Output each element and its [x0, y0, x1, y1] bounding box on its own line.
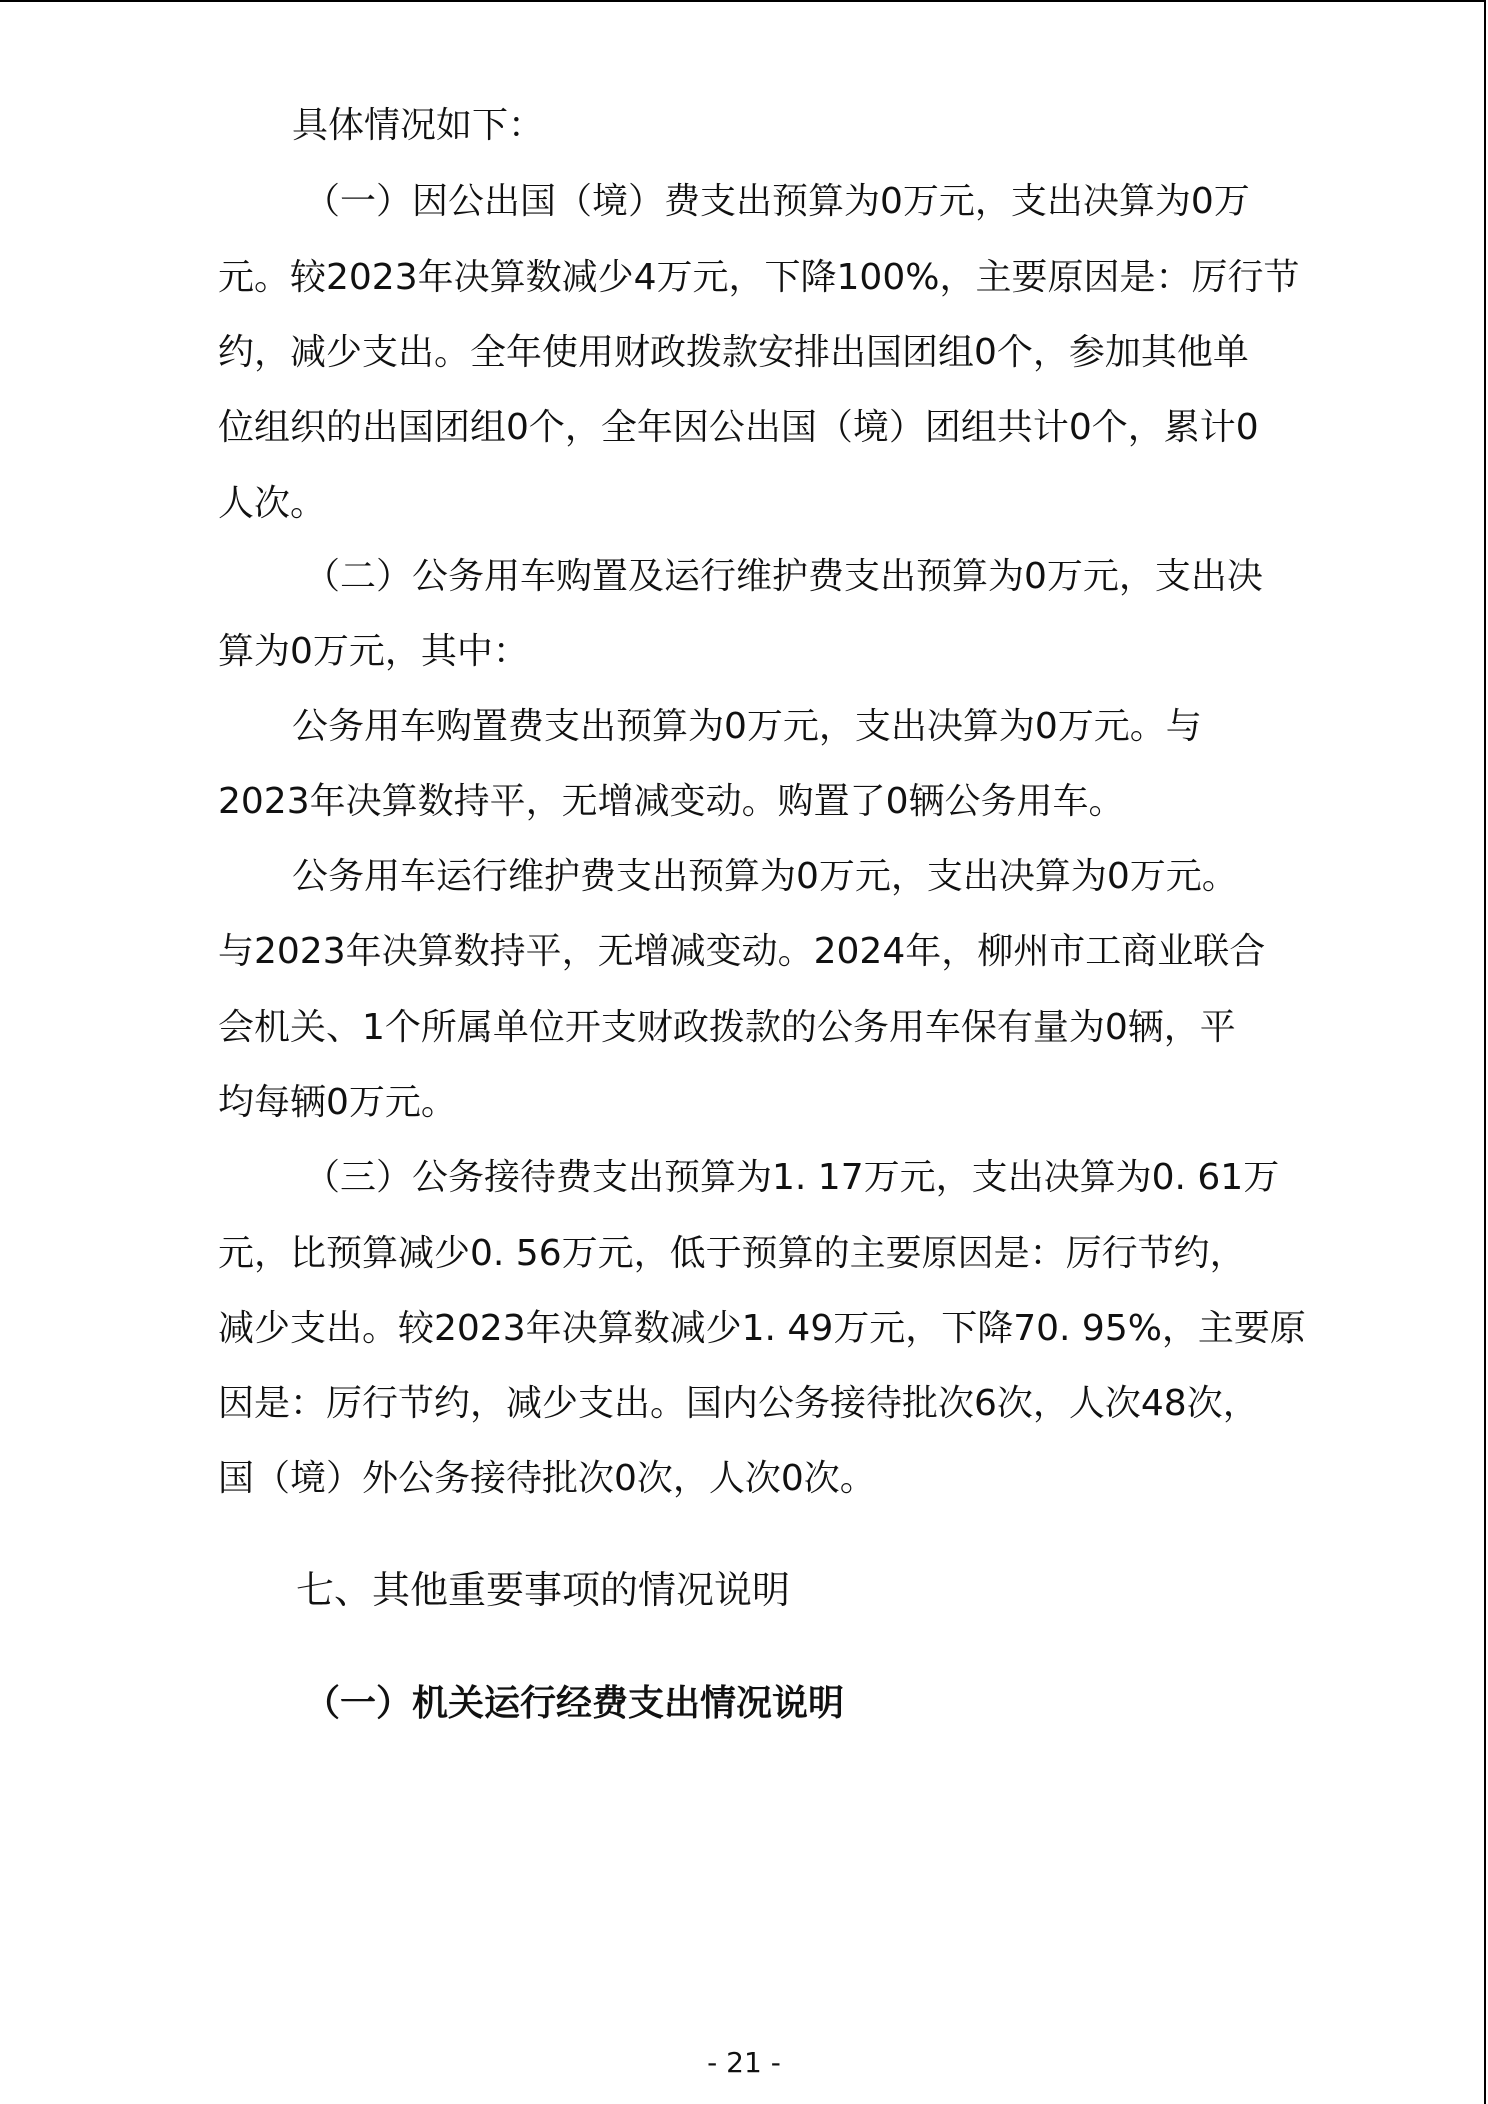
paragraph-line: 国（境）外公务接待批次0次，人次0次。	[218, 1458, 876, 1499]
paragraph-line: 公务用车运行维护费支出预算为0万元，支出决算为0万元。	[292, 856, 1238, 897]
paragraph-line: 2023年决算数持平，无增减变动。购置了0辆公务用车。	[218, 781, 1125, 822]
paragraph-line: （三）公务接待费支出预算为1. 17万元，支出决算为0. 61万	[304, 1157, 1280, 1198]
paragraph-line: 会机关、1个所属单位开支财政拨款的公务用车保有量为0辆，平	[218, 1007, 1236, 1048]
subsection-heading: （一）机关运行经费支出情况说明	[304, 1683, 845, 1724]
paragraph-line: （一）因公出国（境）费支出预算为0万元，支出决算为0万	[304, 181, 1250, 222]
paragraph-line: 元，比预算减少0. 56万元，低于预算的主要原因是：厉行节约，	[218, 1233, 1246, 1274]
paragraph-line: （二）公务用车购置及运行维护费支出预算为0万元，支出决	[304, 556, 1263, 597]
page-number: - 21 -	[707, 2046, 781, 2079]
paragraph-line: 位组织的出国团组0个，全年因公出国（境）团组共计0个，累计0	[218, 407, 1259, 448]
paragraph-line: 因是：厉行节约，减少支出。国内公务接待批次6次，人次48次，	[218, 1383, 1259, 1424]
paragraph-line: 人次。	[218, 483, 327, 524]
paragraph-line: 公务用车购置费支出预算为0万元，支出决算为0万元。与	[292, 706, 1202, 747]
paragraph-line: 均每辆0万元。	[218, 1082, 457, 1123]
paragraph-line: 减少支出。较2023年决算数减少1. 49万元，下降70. 95%，主要原	[218, 1308, 1306, 1349]
paragraph-intro: 具体情况如下：	[292, 105, 545, 146]
section-heading: 七、其他重要事项的情况说明	[296, 1568, 791, 1612]
paragraph-line: 约，减少支出。全年使用财政拨款安排出国团组0个，参加其他单	[218, 332, 1249, 373]
paragraph-line: 算为0万元，其中：	[218, 631, 529, 672]
paragraph-line: 元。较2023年决算数减少4万元，下降100%，主要原因是：厉行节	[218, 257, 1300, 298]
paragraph-line: 与2023年决算数持平，无增减变动。2024年，柳州市工商业联合	[218, 931, 1266, 972]
